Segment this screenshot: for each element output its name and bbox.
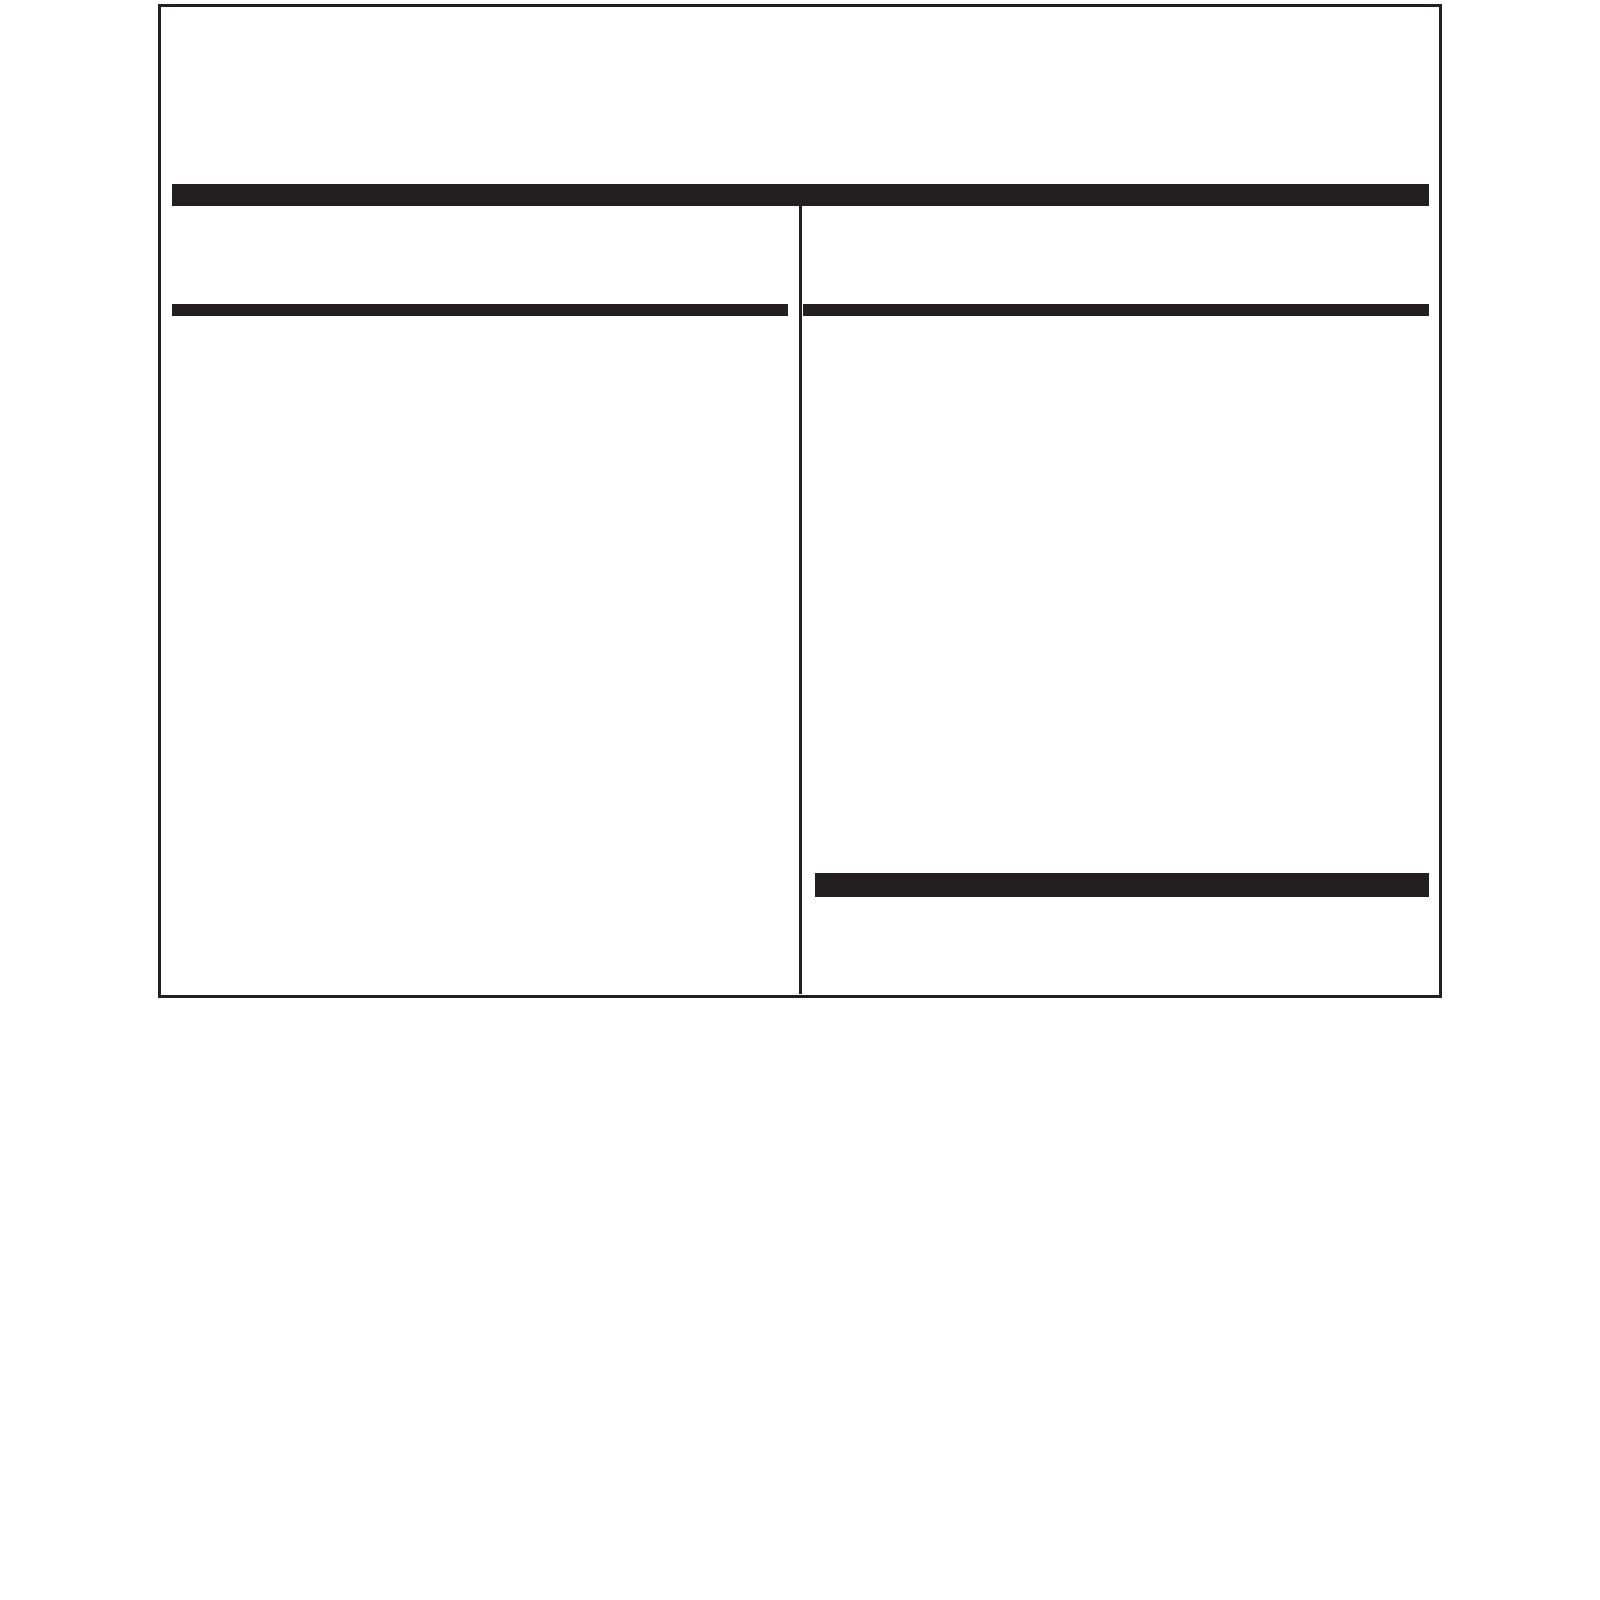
column-divider xyxy=(799,206,802,994)
thick-bar-top xyxy=(172,184,1429,206)
thick-bar-left-header xyxy=(172,304,788,316)
thick-bar-footnote xyxy=(815,873,1429,897)
thick-bar-right-header xyxy=(803,304,1429,316)
